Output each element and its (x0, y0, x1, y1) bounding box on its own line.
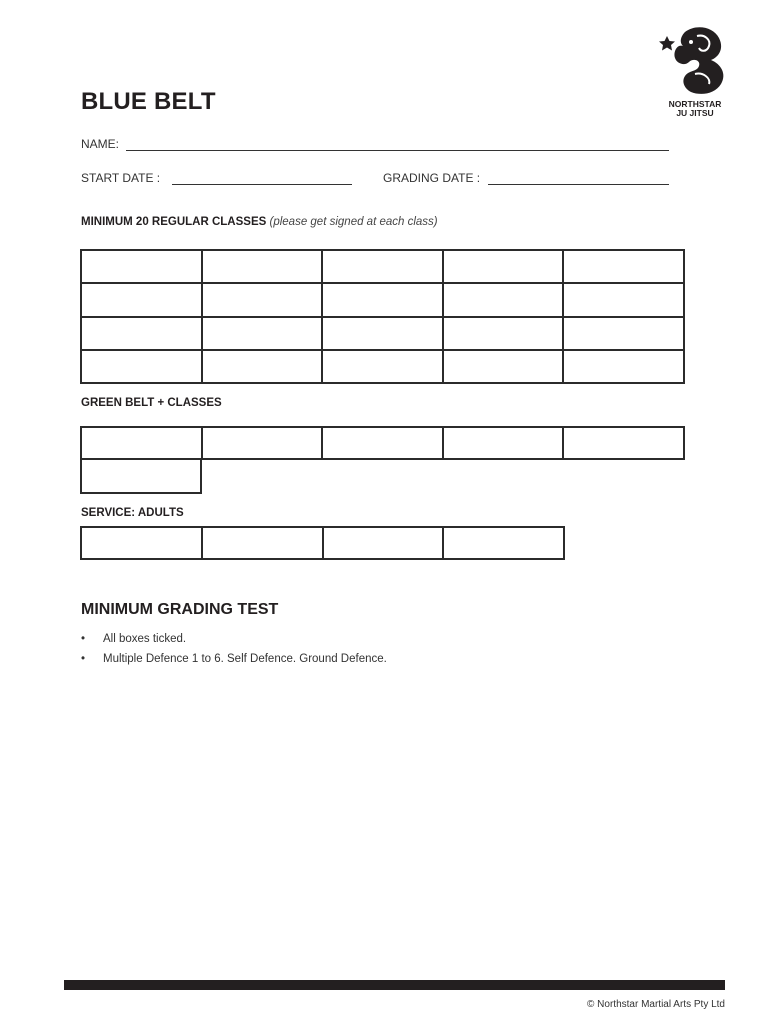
regular-classes-note: (please get signed at each class) (269, 216, 438, 228)
grading-test-heading: MINIMUM GRADING TEST (81, 601, 279, 618)
list-item-text: Multiple Defence 1 to 6. Self Defence. Ground Defence. (103, 653, 387, 665)
bullet-icon: • (81, 653, 86, 665)
grading-date-label: GRADING DATE : (383, 171, 481, 185)
signature-box[interactable] (443, 283, 564, 316)
grid-row (81, 427, 684, 459)
signature-box[interactable] (443, 527, 564, 559)
signature-box[interactable] (202, 427, 323, 459)
signature-box[interactable] (323, 527, 444, 559)
signature-box[interactable] (563, 317, 684, 350)
logo-line-1: NORTHSTAR (668, 99, 722, 109)
signature-box[interactable] (81, 283, 202, 316)
name-field[interactable] (126, 150, 669, 151)
start-date-field[interactable] (172, 184, 352, 185)
signature-box[interactable] (443, 250, 564, 283)
copyright-text: © Northstar Martial Arts Pty Ltd (587, 999, 725, 1010)
signature-box[interactable] (443, 350, 564, 383)
footer-divider (64, 980, 725, 990)
start-date-label: START DATE : (81, 171, 161, 185)
signature-box[interactable] (443, 317, 564, 350)
signature-box[interactable] (81, 317, 202, 350)
signature-box[interactable] (322, 283, 443, 316)
signature-box[interactable] (81, 459, 201, 493)
grid-row (81, 527, 564, 559)
signature-box[interactable] (81, 250, 202, 283)
logo-line-2: JU JITSU (676, 108, 714, 118)
dragon-logo-icon (655, 22, 735, 102)
name-label: NAME: (81, 137, 120, 151)
regular-classes-grid (80, 249, 685, 384)
signature-box[interactable] (563, 350, 684, 383)
service-adults-grid (80, 526, 565, 560)
signature-box[interactable] (322, 317, 443, 350)
signature-box[interactable] (563, 283, 684, 316)
grid-row (81, 459, 201, 493)
signature-box[interactable] (322, 250, 443, 283)
service-adults-label: SERVICE: ADULTS (81, 507, 184, 519)
signature-box[interactable] (563, 427, 684, 459)
signature-box[interactable] (81, 527, 202, 559)
signature-box[interactable] (202, 527, 323, 559)
signature-box[interactable] (322, 427, 443, 459)
signature-box[interactable] (202, 283, 323, 316)
signature-box[interactable] (202, 317, 323, 350)
grid-row (81, 283, 684, 316)
green-belt-classes-grid (80, 426, 685, 460)
green-belt-classes-label: GREEN BELT + CLASSES (81, 397, 222, 409)
signature-box[interactable] (563, 250, 684, 283)
signature-box[interactable] (81, 427, 202, 459)
list-item-text: All boxes ticked. (103, 633, 187, 645)
grading-date-field[interactable] (488, 184, 669, 185)
green-belt-extra-grid (80, 458, 202, 494)
grid-row (81, 250, 684, 283)
regular-classes-heading (81, 216, 438, 228)
signature-box[interactable] (443, 427, 564, 459)
grid-row (81, 350, 684, 383)
signature-box[interactable] (202, 250, 323, 283)
page-title: BLUE BELT (81, 88, 216, 115)
signature-box[interactable] (81, 350, 202, 383)
northstar-logo (655, 22, 735, 122)
grid-row (81, 317, 684, 350)
bullet-icon: • (81, 633, 86, 645)
signature-box[interactable] (322, 350, 443, 383)
signature-box[interactable] (202, 350, 323, 383)
regular-classes-label: MINIMUM 20 REGULAR CLASSES (81, 216, 267, 228)
